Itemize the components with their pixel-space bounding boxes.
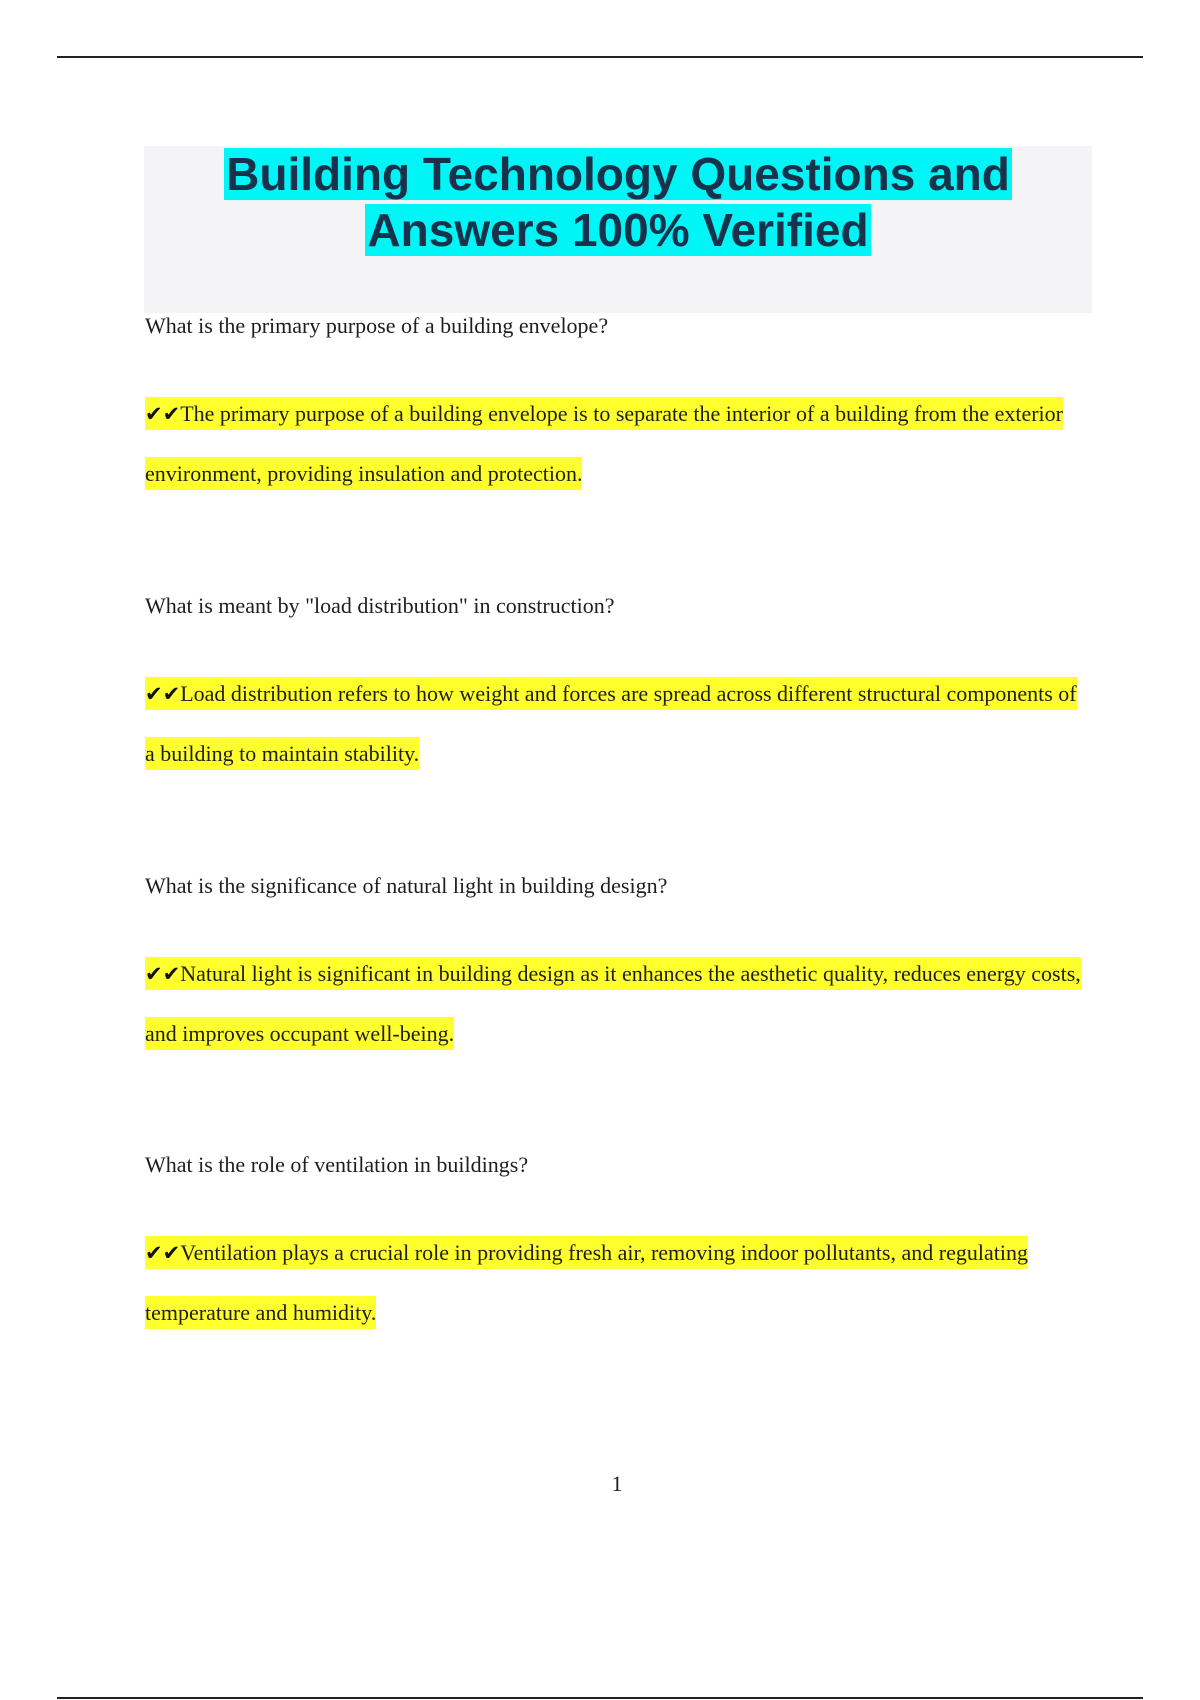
answer-body: Load distribution refers to how weight and forces are spread across different structural components of a building to maintain stability. <box>145 681 1077 766</box>
check-icon: ✔✔ <box>145 1241 181 1265</box>
check-icon: ✔✔ <box>145 402 181 426</box>
title-block <box>144 146 1092 313</box>
answer-text <box>145 664 1085 784</box>
question-text: What is meant by "load distribution" in construction? <box>145 593 615 618</box>
qa-item <box>145 873 1085 1064</box>
document-title <box>144 146 1092 258</box>
question-text: What is the role of ventilation in buildings? <box>145 1152 529 1177</box>
qa-item <box>145 593 1085 784</box>
answer-text <box>145 1223 1085 1343</box>
title-line-2: Answers 100% Verified <box>367 204 869 256</box>
qa-item <box>145 1152 1085 1343</box>
check-icon: ✔✔ <box>145 962 181 986</box>
answer-highlight <box>145 397 1063 490</box>
answer-text <box>145 384 1085 504</box>
answer-highlight <box>145 957 1081 1050</box>
question-text: What is the significance of natural light in building design? <box>145 873 668 898</box>
bottom-rule <box>57 1697 1143 1699</box>
answer-highlight <box>145 1236 1028 1329</box>
answer-text <box>145 944 1085 1064</box>
answer-body: Ventilation plays a crucial role in providing fresh air, removing indoor pollutants, and regulating temperature and humidity. <box>145 1240 1028 1325</box>
top-rule <box>57 56 1143 58</box>
check-icon: ✔✔ <box>145 682 181 706</box>
page-number: 1 <box>611 1471 623 1496</box>
answer-highlight <box>145 677 1077 770</box>
answer-body: Natural light is significant in building design as it enhances the aesthetic quality, reduces energy costs, and improves occupant well-being. <box>145 961 1081 1046</box>
title-line-1: Building Technology Questions and <box>226 148 1010 200</box>
answer-body: The primary purpose of a building envelope is to separate the interior of a building from the exterior environment, providing insulation and protection. <box>145 401 1063 486</box>
qa-item <box>145 313 1085 504</box>
question-text: What is the primary purpose of a building envelope? <box>145 313 609 338</box>
